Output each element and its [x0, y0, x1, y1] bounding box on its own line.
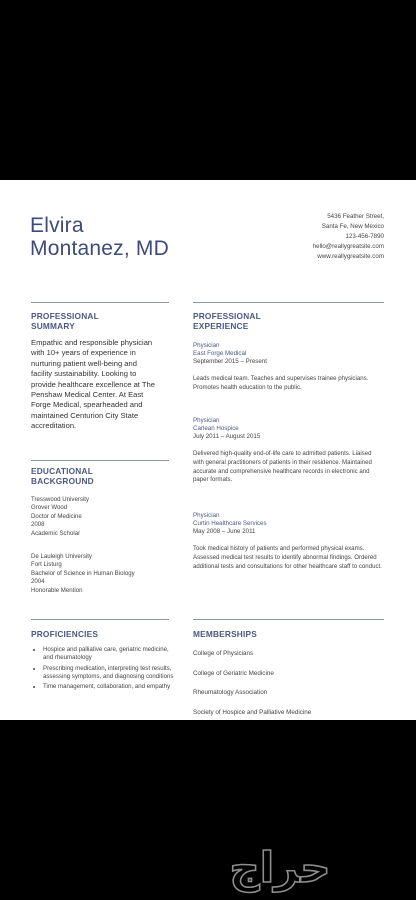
- edu-year: 2008: [31, 521, 45, 529]
- job-description: Leads medical team. Teaches and supervises trainee physicians. Promotes health education to the public.: [193, 375, 369, 391]
- job-dates: May 2008 – June 2011: [193, 527, 256, 535]
- divider: [193, 302, 384, 303]
- job-role: Physician: [193, 417, 220, 424]
- edu-degree: Doctor of Medicine: [31, 512, 82, 520]
- summary-text: Empathic and responsible physician with 10+ years of experience in nurturing patient well-being and facility sustainability. Looking to provide healthcare excellence at The Penshaw Medical Center. At East Forge Medical, spearheaded and maintained Centurion City State accreditation.: [31, 338, 155, 431]
- edu-school: Tresswood University: [31, 496, 90, 503]
- job-entry: [193, 417, 383, 485]
- summary-heading: PROFESSIONAL SUMMARY: [31, 311, 99, 331]
- job-dates: September 2015 – Present: [193, 357, 267, 365]
- edu-degree: Bachelor of Science in Human Biology: [31, 569, 135, 577]
- memberships-heading: MEMBERSHIPS: [193, 629, 257, 639]
- list-item: • Hospice and palliative care, geriatric medicine, and rheumatology: [43, 646, 178, 663]
- job-org: Carlean Hospice: [193, 424, 239, 432]
- contact-address: 5436 Feather Street,: [327, 213, 384, 220]
- job-entry: [193, 512, 383, 571]
- svg-text:حراج: حراج: [229, 843, 331, 892]
- contact-email: hello@reallygreatsite.com: [312, 243, 384, 250]
- divider: [31, 619, 169, 620]
- education-entry: [31, 496, 161, 538]
- haraj-watermark-logo: [185, 842, 375, 898]
- contact-phone: 123-456-7890: [345, 233, 384, 240]
- experience-heading: PROFESSIONAL EXPERIENCE: [193, 311, 261, 331]
- resume-name: Elvira Montanez, MD: [30, 214, 169, 260]
- divider: [31, 460, 169, 461]
- divider: [193, 619, 384, 620]
- list-item: Society of Hospice and Palliative Medicine: [193, 708, 312, 716]
- edu-year: 2004: [31, 578, 45, 586]
- job-role: Physician: [193, 342, 220, 349]
- contact-block: [313, 212, 384, 262]
- job-role: Physician: [193, 512, 220, 519]
- list-item: • Time management, collaboration, and empathy: [43, 683, 178, 691]
- edu-school: De Lauleigh University: [31, 553, 92, 560]
- list-item: College of Geriatric Medicine: [193, 669, 274, 677]
- contact-city: Santa Fe, New Mexico: [321, 223, 384, 230]
- divider: [31, 302, 169, 303]
- job-org: East Forge Medical: [193, 349, 247, 357]
- contact-website: www.reallygreatsite.com: [317, 253, 384, 260]
- job-entry: [193, 342, 383, 393]
- job-dates: July 2011 – August 2015: [193, 432, 261, 440]
- edu-place: Fort Listurg: [31, 561, 62, 569]
- job-description: Took medical history of patients and performed physical exams. Assessed medical test results to identify abnormal findings. Ordered additional tests and consultations for other healthcare staff to conduct.: [193, 545, 382, 570]
- job-description: Delivered high-quality end-of-life care to admitted patients. Liaised with general practitioners of patients in their residence. Maintained accurate and comprehensive healthcare records in electronic and paper formats.: [193, 450, 372, 484]
- list-item: • Prescribing medication, interpreting test results, assessing symptoms, and diagnosing conditions: [43, 665, 178, 682]
- education-heading: EDUCATIONAL BACKGROUND: [31, 466, 94, 486]
- memberships-list: [193, 650, 311, 720]
- proficiencies-heading: PROFICIENCIES: [31, 629, 99, 639]
- list-item: Rheumatology Association: [193, 689, 268, 696]
- proficiencies-list: [31, 646, 178, 693]
- edu-place: Grover Wood: [31, 504, 68, 512]
- list-item: College of Physicians: [193, 650, 254, 657]
- edu-honor: Honorable Mention: [31, 586, 83, 594]
- edu-honor: Academic Scholar: [31, 529, 81, 537]
- resume-page: [0, 180, 416, 720]
- education-entry: [31, 553, 161, 595]
- job-org: Curtin Healthcare Services: [193, 519, 267, 527]
